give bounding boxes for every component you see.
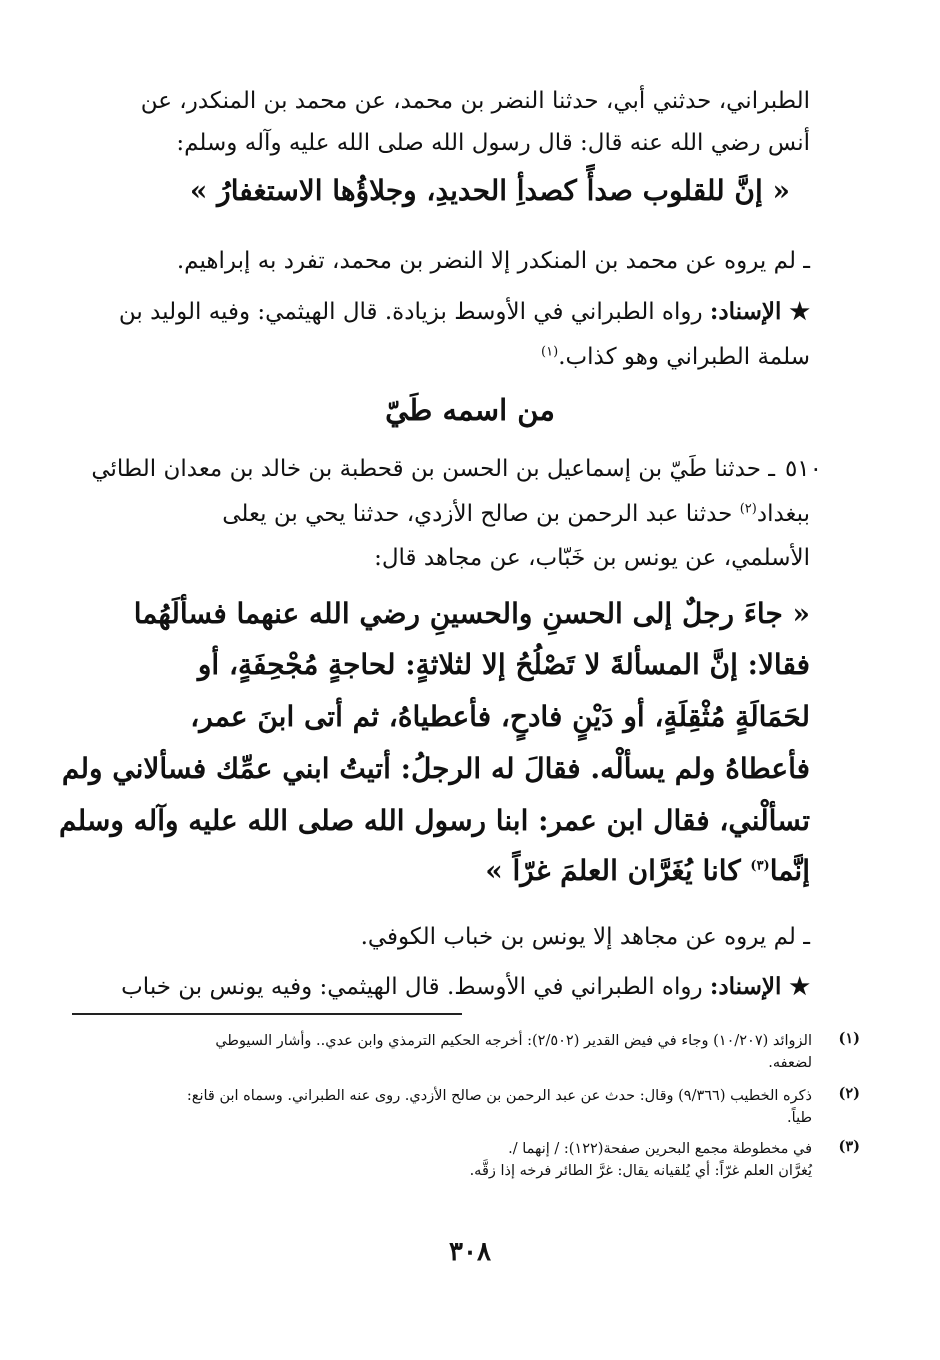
narration-note: ـ لم يروه عن محمد بن المنكدر إلا النضر بن محمد، تفرد به إبراهيم.: [176, 248, 810, 274]
text-line: الطبراني، حدثني أبي، حدثنا النضر بن محمد، عن محمد بن المنكدر، عن: [140, 88, 810, 114]
hadith-text: « إنَّ للقلوب صدأً كصدأِ الحديدِ، وجلاؤُها الاستغفارُ »: [189, 174, 790, 207]
footnote-divider: [72, 1013, 462, 1015]
footnote-ref: (٣): [750, 858, 770, 874]
hadith-text: [70, 854, 810, 887]
footnote-text: الزوائد (١٠/٢٠٧) وجاء في فيض القدير (٢/٥٠٢): أخرجه الحكيم الترمذي وابن عدي.. وأشار السيوطي: [215, 1033, 812, 1049]
hadith-text-part: إنَّما: [769, 854, 810, 887]
hadith-text: فأعطاهُ ولم يسألْه. فقالَ له الرجلُ: أتيتُ ابني عمِّك فسألاني ولم: [61, 752, 810, 785]
footnote: [72, 1138, 860, 1182]
hadith-text: تسألْني، فقال ابن عمر: ابنا رسول الله صلى الله عليه وآله وسلم: [59, 804, 810, 837]
isnad-line: [70, 973, 810, 1000]
footnote-ref: (٢): [739, 501, 757, 517]
footnote-text: طياً.: [787, 1110, 812, 1126]
chain-line: الأسلمي، عن يونس بن خَبّاب، عن مجاهد قال:: [374, 545, 810, 571]
chain-line: ـ حدثنا طَيّ بن إسماعيل بن الحسن بن قحطبة بن خالد بن معدان الطائي: [91, 456, 775, 482]
hadith-number: ٥١٠: [784, 456, 822, 482]
narration-note: ـ لم يروه عن مجاهد إلا يونس بن خباب الكوفي.: [360, 924, 810, 950]
footnote-number: (٣): [838, 1138, 860, 1155]
footnote-text: في مخطوطة مجمع البحرين صفحة(١٢٢): / إنهما /.: [508, 1141, 812, 1157]
hadith-text-part: كانا يُغَرَّان العلمَ غرّاً »: [485, 854, 741, 887]
section-title: من اسمه طَيّ: [385, 393, 555, 427]
text-line: أنس رضي الله عنه قال: قال رسول الله صلى الله عليه وآله وسلم:: [176, 130, 810, 156]
chain-line: [70, 501, 810, 527]
page-number: ٣٠٨: [449, 1237, 491, 1267]
isnad-text: سلمة الطبراني وهو كذاب.: [558, 344, 810, 370]
footnote-text: لضعفه.: [768, 1055, 812, 1071]
footnote-text: ذكره الخطيب (٩/٣٦٦) وقال: حدث عن عبد الرحمن بن صالح الأزدي. روى عنه الطبراني. وسماه ابن قانع:: [186, 1088, 812, 1104]
isnad-text: رواه الطبراني في الأوسط بزيادة. قال الهيثمي: وفيه الوليد بن: [118, 299, 703, 325]
footnote: [72, 1030, 860, 1074]
isnad-label: ★ الإسناد:: [709, 298, 810, 325]
footnote-ref: (١): [541, 344, 559, 360]
hadith-text: فقالا: إنَّ المسألةَ لا تَصْلُحُ إلا لثلاثةٍ: لحاجةٍ مُجْحِفَةٍ، أو: [197, 648, 810, 681]
footnote-number: (٢): [838, 1085, 860, 1102]
footnote-text: يُغرَّان العلم غرّاً: أي يُلقيانه يقال: غرَّ الطائر فرخه إذا زقَّه.: [469, 1163, 812, 1179]
footnote: [72, 1085, 860, 1129]
isnad-line: [70, 298, 810, 325]
chain-text: ببغداد: [756, 501, 810, 527]
chain-text: حدثنا عبد الرحمن بن صالح الأزدي، حدثنا يحي بن يعلى: [222, 501, 733, 527]
isnad-text: رواه الطبراني في الأوسط. قال الهيثمي: وفيه يونس بن خباب: [121, 974, 703, 1000]
isnad-label: ★ الإسناد:: [709, 973, 810, 1000]
hadith-text: لحَمَالَةٍ مُثْقِلَةٍ، أو دَيْنٍ فادحٍ، فأعطياهُ، ثم أتى ابنَ عمر،: [190, 700, 810, 733]
hadith-text: « جاءَ رجلٌ إلى الحسنِ والحسينِ رضي الله عنهما فسألَهُما: [133, 597, 810, 630]
footnote-number: (١): [838, 1030, 860, 1047]
isnad-line: [70, 344, 810, 370]
